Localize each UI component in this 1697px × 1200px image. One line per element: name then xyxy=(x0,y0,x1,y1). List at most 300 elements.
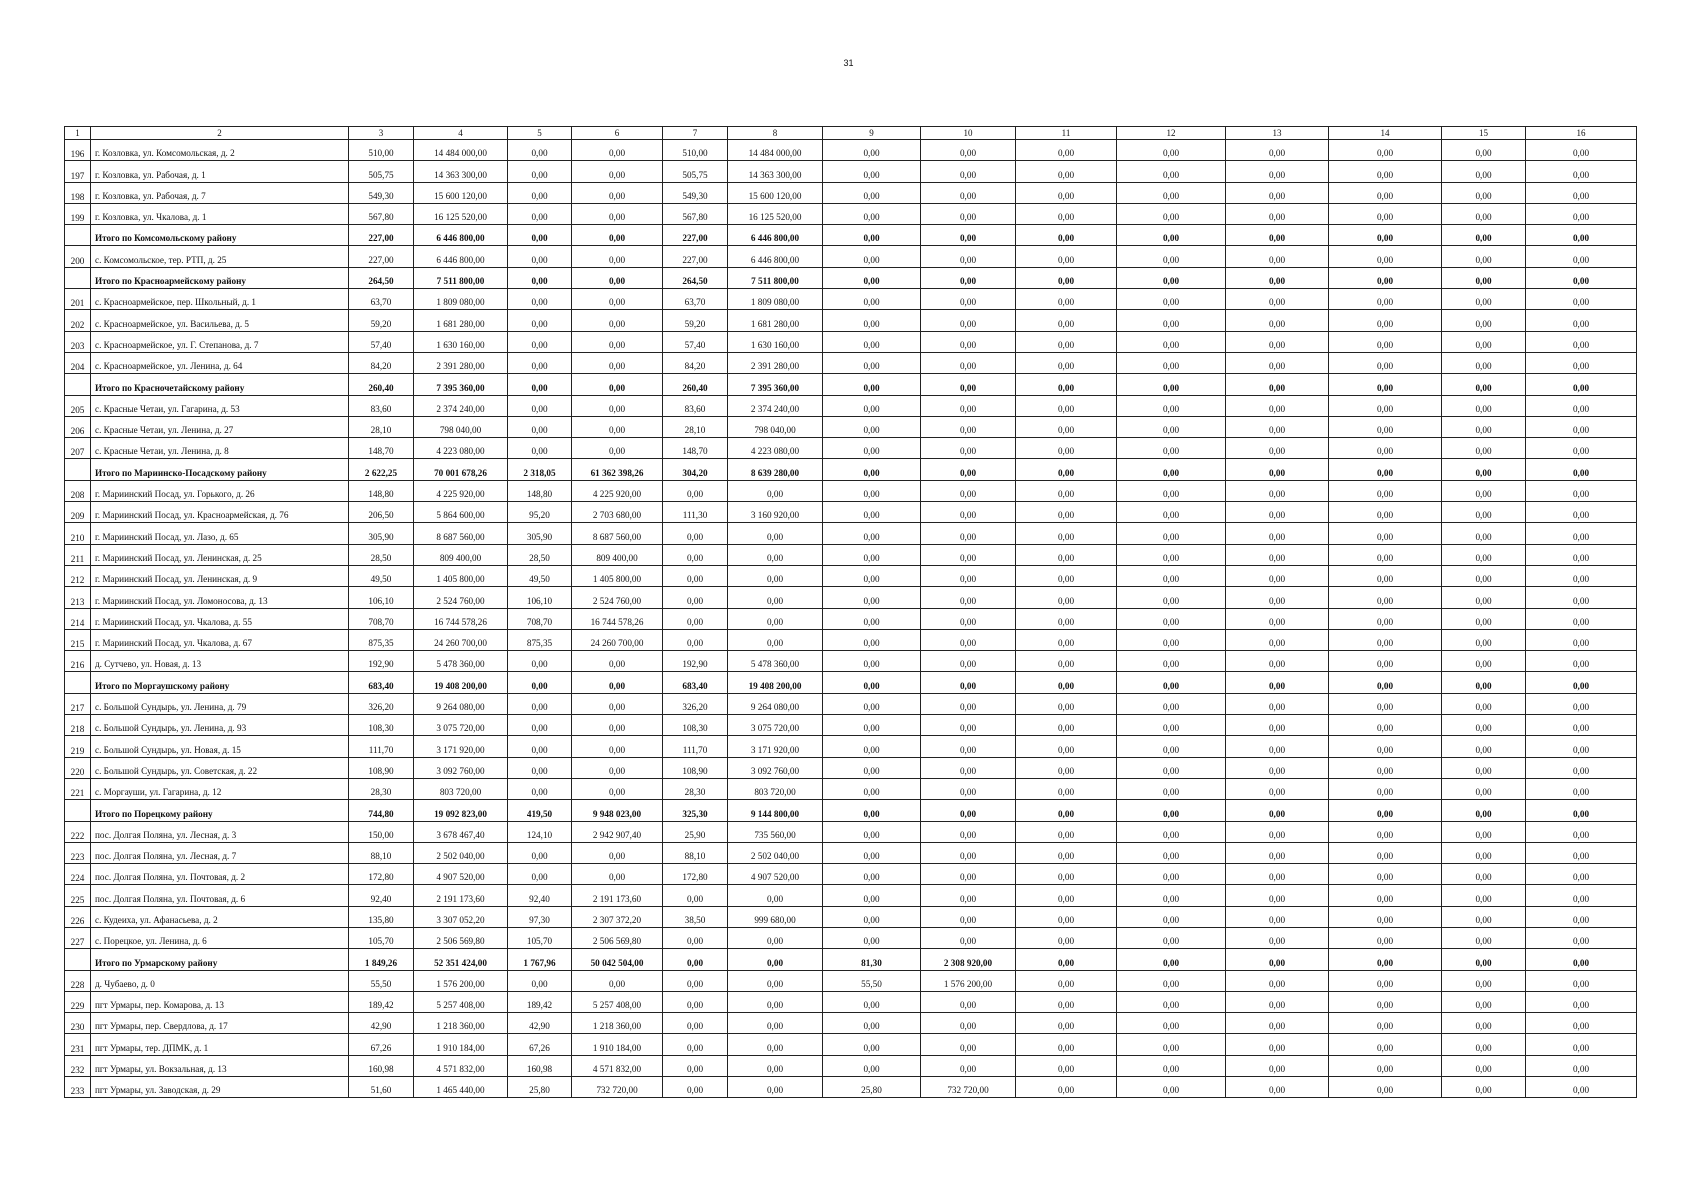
value-cell: 0,00 xyxy=(823,842,921,863)
value-cell: 0,00 xyxy=(1117,161,1226,182)
value-cell: 1 405 800,00 xyxy=(414,565,508,586)
value-cell: 3 678 467,40 xyxy=(414,821,508,842)
value-cell: 0,00 xyxy=(1442,544,1526,565)
value-cell: 0,00 xyxy=(823,502,921,523)
value-cell: 0,00 xyxy=(823,225,921,246)
value-cell: 0,00 xyxy=(1329,544,1442,565)
value-cell: 192,90 xyxy=(663,651,728,672)
value-cell: 264,50 xyxy=(349,267,414,288)
value-cell: 0,00 xyxy=(1329,906,1442,927)
value-cell: 0,00 xyxy=(1526,715,1637,736)
value-cell: 0,00 xyxy=(1226,949,1329,970)
value-cell: 0,00 xyxy=(921,438,1016,459)
table-row xyxy=(65,970,1637,991)
value-cell: 0,00 xyxy=(1117,459,1226,480)
value-cell: 0,00 xyxy=(921,523,1016,544)
value-cell: 0,00 xyxy=(921,140,1016,161)
value-cell: 419,50 xyxy=(508,800,572,821)
value-cell: 0,00 xyxy=(823,289,921,310)
value-cell: 0,00 xyxy=(1329,736,1442,757)
value-cell: 0,00 xyxy=(728,1013,823,1034)
value-cell: 0,00 xyxy=(1226,991,1329,1012)
value-cell: 5 478 360,00 xyxy=(414,651,508,672)
value-cell: 0,00 xyxy=(921,416,1016,437)
value-cell: 0,00 xyxy=(1526,800,1637,821)
value-cell: 0,00 xyxy=(572,203,663,224)
value-cell: 0,00 xyxy=(1117,715,1226,736)
value-cell: 0,00 xyxy=(1526,225,1637,246)
value-cell: 0,00 xyxy=(663,565,728,586)
value-cell: 14 484 000,00 xyxy=(414,140,508,161)
value-cell: 0,00 xyxy=(1226,1013,1329,1034)
row-number-cell xyxy=(65,459,91,480)
subtotal-label-cell: Итого по Моргаушскому району xyxy=(91,672,349,693)
value-cell: 0,00 xyxy=(921,927,1016,948)
table-row xyxy=(65,1055,1637,1076)
value-cell: 0,00 xyxy=(1329,927,1442,948)
value-cell: 0,00 xyxy=(823,331,921,352)
column-header: 15 xyxy=(1442,127,1526,140)
value-cell: 0,00 xyxy=(572,715,663,736)
table-row xyxy=(65,927,1637,948)
value-cell: 510,00 xyxy=(663,140,728,161)
value-cell: 0,00 xyxy=(823,885,921,906)
row-number-cell: 209 xyxy=(65,502,91,523)
address-cell: г. Козловка, ул. Комсомольская, д. 2 xyxy=(91,140,349,161)
table-row xyxy=(65,693,1637,714)
value-cell: 0,00 xyxy=(508,374,572,395)
value-cell: 111,70 xyxy=(349,736,414,757)
value-cell: 172,80 xyxy=(663,864,728,885)
value-cell: 0,00 xyxy=(508,225,572,246)
value-cell: 2 308 920,00 xyxy=(921,949,1016,970)
value-cell: 5 864 600,00 xyxy=(414,502,508,523)
value-cell: 0,00 xyxy=(1117,544,1226,565)
value-cell: 227,00 xyxy=(663,225,728,246)
value-cell: 88,10 xyxy=(349,842,414,863)
value-cell: 172,80 xyxy=(349,864,414,885)
value-cell: 0,00 xyxy=(823,906,921,927)
value-cell: 0,00 xyxy=(1442,140,1526,161)
value-cell: 0,00 xyxy=(728,1077,823,1098)
value-cell: 0,00 xyxy=(508,161,572,182)
value-cell: 0,00 xyxy=(508,693,572,714)
value-cell: 0,00 xyxy=(1016,651,1117,672)
value-cell: 0,00 xyxy=(1016,480,1117,501)
value-cell: 0,00 xyxy=(1117,629,1226,650)
value-cell: 0,00 xyxy=(1526,970,1637,991)
value-cell: 4 907 520,00 xyxy=(728,864,823,885)
value-cell: 0,00 xyxy=(921,502,1016,523)
subtotal-row xyxy=(65,374,1637,395)
value-cell: 1 910 184,00 xyxy=(414,1034,508,1055)
value-cell: 2 502 040,00 xyxy=(728,842,823,863)
value-cell: 1 576 200,00 xyxy=(414,970,508,991)
value-cell: 0,00 xyxy=(1442,821,1526,842)
address-cell: с. Порецкое, ул. Ленина, д. 6 xyxy=(91,927,349,948)
subtotal-label-cell: Итого по Порецкому району xyxy=(91,800,349,821)
value-cell: 0,00 xyxy=(508,672,572,693)
value-cell: 0,00 xyxy=(1016,331,1117,352)
value-cell: 0,00 xyxy=(921,1034,1016,1055)
value-cell: 28,10 xyxy=(663,416,728,437)
value-cell: 97,30 xyxy=(508,906,572,927)
value-cell: 505,75 xyxy=(349,161,414,182)
value-cell: 0,00 xyxy=(823,416,921,437)
value-cell: 1 465 440,00 xyxy=(414,1077,508,1098)
value-cell: 4 571 832,00 xyxy=(414,1055,508,1076)
address-cell: пгт Урмары, пер. Свердлова, д. 17 xyxy=(91,1013,349,1034)
value-cell: 0,00 xyxy=(1526,842,1637,863)
address-cell: с. Красноармейское, ул. Васильева, д. 5 xyxy=(91,310,349,331)
value-cell: 0,00 xyxy=(921,885,1016,906)
row-number-cell: 219 xyxy=(65,736,91,757)
row-number-cell xyxy=(65,225,91,246)
value-cell: 0,00 xyxy=(1226,438,1329,459)
value-cell: 0,00 xyxy=(1329,800,1442,821)
value-cell: 7 395 360,00 xyxy=(414,374,508,395)
value-cell: 14 484 000,00 xyxy=(728,140,823,161)
value-cell: 0,00 xyxy=(1329,864,1442,885)
value-cell: 14 363 300,00 xyxy=(414,161,508,182)
column-header: 11 xyxy=(1016,127,1117,140)
value-cell: 0,00 xyxy=(1442,502,1526,523)
value-cell: 0,00 xyxy=(823,715,921,736)
value-cell: 135,80 xyxy=(349,906,414,927)
value-cell: 0,00 xyxy=(921,182,1016,203)
row-number-cell: 228 xyxy=(65,970,91,991)
value-cell: 0,00 xyxy=(1526,821,1637,842)
value-cell: 0,00 xyxy=(1526,693,1637,714)
value-cell: 95,20 xyxy=(508,502,572,523)
address-cell: г. Мариинский Посад, ул. Чкалова, д. 67 xyxy=(91,629,349,650)
value-cell: 0,00 xyxy=(921,906,1016,927)
row-number-cell: 214 xyxy=(65,608,91,629)
value-cell: 0,00 xyxy=(1226,629,1329,650)
value-cell: 0,00 xyxy=(823,864,921,885)
value-cell: 189,42 xyxy=(508,991,572,1012)
value-cell: 1 630 160,00 xyxy=(414,331,508,352)
value-cell: 803 720,00 xyxy=(414,778,508,799)
value-cell: 2 191 173,60 xyxy=(414,885,508,906)
value-cell: 9 264 080,00 xyxy=(728,693,823,714)
value-cell: 0,00 xyxy=(1117,267,1226,288)
value-cell: 63,70 xyxy=(349,289,414,310)
value-cell: 0,00 xyxy=(1442,225,1526,246)
value-cell: 0,00 xyxy=(508,352,572,373)
value-cell: 0,00 xyxy=(1442,161,1526,182)
value-cell: 0,00 xyxy=(1526,352,1637,373)
table-header-row xyxy=(65,127,1637,140)
value-cell: 0,00 xyxy=(823,310,921,331)
value-cell: 0,00 xyxy=(921,544,1016,565)
row-number-cell: 203 xyxy=(65,331,91,352)
value-cell: 0,00 xyxy=(823,140,921,161)
value-cell: 0,00 xyxy=(1442,203,1526,224)
column-header: 7 xyxy=(663,127,728,140)
value-cell: 0,00 xyxy=(1526,608,1637,629)
table-row xyxy=(65,651,1637,672)
column-header: 13 xyxy=(1226,127,1329,140)
value-cell: 0,00 xyxy=(1526,310,1637,331)
value-cell: 2 391 280,00 xyxy=(414,352,508,373)
value-cell: 0,00 xyxy=(1329,565,1442,586)
value-cell: 0,00 xyxy=(921,459,1016,480)
value-cell: 0,00 xyxy=(1226,289,1329,310)
value-cell: 0,00 xyxy=(1442,1077,1526,1098)
value-cell: 0,00 xyxy=(1329,693,1442,714)
value-cell: 5 478 360,00 xyxy=(728,651,823,672)
value-cell: 9 144 800,00 xyxy=(728,800,823,821)
value-cell: 0,00 xyxy=(663,927,728,948)
value-cell: 0,00 xyxy=(1329,459,1442,480)
row-number-cell: 232 xyxy=(65,1055,91,1076)
value-cell: 0,00 xyxy=(1016,310,1117,331)
value-cell: 0,00 xyxy=(508,416,572,437)
row-number-cell: 199 xyxy=(65,203,91,224)
row-number-cell: 220 xyxy=(65,757,91,778)
value-cell: 0,00 xyxy=(1329,225,1442,246)
value-cell: 305,90 xyxy=(508,523,572,544)
value-cell: 8 639 280,00 xyxy=(728,459,823,480)
value-cell: 0,00 xyxy=(1329,949,1442,970)
value-cell: 92,40 xyxy=(508,885,572,906)
table-row xyxy=(65,587,1637,608)
value-cell: 0,00 xyxy=(1329,1034,1442,1055)
value-cell: 0,00 xyxy=(1329,715,1442,736)
value-cell: 0,00 xyxy=(1442,310,1526,331)
value-cell: 1 405 800,00 xyxy=(572,565,663,586)
value-cell: 92,40 xyxy=(349,885,414,906)
value-cell: 683,40 xyxy=(663,672,728,693)
value-cell: 0,00 xyxy=(663,991,728,1012)
value-cell: 28,30 xyxy=(663,778,728,799)
value-cell: 0,00 xyxy=(823,608,921,629)
value-cell: 0,00 xyxy=(1226,906,1329,927)
value-cell: 0,00 xyxy=(1226,864,1329,885)
table-row xyxy=(65,310,1637,331)
value-cell: 0,00 xyxy=(921,757,1016,778)
value-cell: 0,00 xyxy=(1226,161,1329,182)
value-cell: 0,00 xyxy=(1016,906,1117,927)
value-cell: 70 001 678,26 xyxy=(414,459,508,480)
value-cell: 0,00 xyxy=(1226,693,1329,714)
value-cell: 28,50 xyxy=(508,544,572,565)
value-cell: 2 374 240,00 xyxy=(414,395,508,416)
row-number-cell: 221 xyxy=(65,778,91,799)
value-cell: 24 260 700,00 xyxy=(572,629,663,650)
table-row xyxy=(65,480,1637,501)
row-number-cell xyxy=(65,267,91,288)
value-cell: 0,00 xyxy=(1016,267,1117,288)
row-number-cell: 218 xyxy=(65,715,91,736)
value-cell: 0,00 xyxy=(1329,1055,1442,1076)
value-cell: 1 809 080,00 xyxy=(728,289,823,310)
value-cell: 55,50 xyxy=(823,970,921,991)
value-cell: 0,00 xyxy=(1526,1055,1637,1076)
value-cell: 0,00 xyxy=(728,480,823,501)
value-cell: 0,00 xyxy=(1117,480,1226,501)
value-cell: 0,00 xyxy=(1117,395,1226,416)
value-cell: 0,00 xyxy=(1117,608,1226,629)
value-cell: 0,00 xyxy=(572,374,663,395)
value-cell: 19 408 200,00 xyxy=(728,672,823,693)
value-cell: 0,00 xyxy=(1016,927,1117,948)
value-cell: 160,98 xyxy=(349,1055,414,1076)
value-cell: 25,90 xyxy=(663,821,728,842)
value-cell: 50 042 504,00 xyxy=(572,949,663,970)
value-cell: 15 600 120,00 xyxy=(414,182,508,203)
value-cell: 0,00 xyxy=(663,523,728,544)
subtotal-row xyxy=(65,949,1637,970)
value-cell: 0,00 xyxy=(1117,927,1226,948)
value-cell: 0,00 xyxy=(1226,140,1329,161)
address-cell: с. Красноармейское, пер. Школьный, д. 1 xyxy=(91,289,349,310)
value-cell: 0,00 xyxy=(1329,203,1442,224)
value-cell: 0,00 xyxy=(921,1055,1016,1076)
value-cell: 3 092 760,00 xyxy=(414,757,508,778)
value-cell: 106,10 xyxy=(508,587,572,608)
value-cell: 0,00 xyxy=(1226,267,1329,288)
table-row xyxy=(65,821,1637,842)
value-cell: 0,00 xyxy=(1526,267,1637,288)
value-cell: 0,00 xyxy=(572,395,663,416)
value-cell: 0,00 xyxy=(1442,651,1526,672)
value-cell: 0,00 xyxy=(1329,352,1442,373)
address-cell: с. Красные Четаи, ул. Ленина, д. 27 xyxy=(91,416,349,437)
address-cell: г. Мариинский Посад, ул. Лазо, д. 65 xyxy=(91,523,349,544)
row-number-cell: 208 xyxy=(65,480,91,501)
address-cell: пос. Долгая Поляна, ул. Лесная, д. 3 xyxy=(91,821,349,842)
value-cell: 0,00 xyxy=(728,565,823,586)
address-cell: г. Козловка, ул. Рабочая, д. 1 xyxy=(91,161,349,182)
value-cell: 0,00 xyxy=(1442,693,1526,714)
value-cell: 148,80 xyxy=(508,480,572,501)
value-cell: 0,00 xyxy=(1329,1013,1442,1034)
value-cell: 0,00 xyxy=(1442,523,1526,544)
value-cell: 0,00 xyxy=(921,991,1016,1012)
value-cell: 510,00 xyxy=(349,140,414,161)
value-cell: 0,00 xyxy=(823,438,921,459)
value-cell: 0,00 xyxy=(1526,565,1637,586)
value-cell: 0,00 xyxy=(1442,736,1526,757)
value-cell: 7 511 800,00 xyxy=(728,267,823,288)
value-cell: 0,00 xyxy=(1016,352,1117,373)
value-cell: 2 307 372,20 xyxy=(572,906,663,927)
value-cell: 0,00 xyxy=(921,225,1016,246)
value-cell: 0,00 xyxy=(508,970,572,991)
row-number-cell: 207 xyxy=(65,438,91,459)
value-cell: 0,00 xyxy=(921,693,1016,714)
value-cell: 38,50 xyxy=(663,906,728,927)
value-cell: 1 218 360,00 xyxy=(414,1013,508,1034)
value-cell: 0,00 xyxy=(508,182,572,203)
value-cell: 0,00 xyxy=(1117,289,1226,310)
subtotal-row xyxy=(65,225,1637,246)
table-row xyxy=(65,565,1637,586)
value-cell: 0,00 xyxy=(1442,459,1526,480)
row-number-cell xyxy=(65,374,91,395)
value-cell: 0,00 xyxy=(1442,246,1526,267)
value-cell: 0,00 xyxy=(1526,949,1637,970)
value-cell: 59,20 xyxy=(663,310,728,331)
value-cell: 0,00 xyxy=(1329,842,1442,863)
value-cell: 260,40 xyxy=(663,374,728,395)
value-cell: 0,00 xyxy=(1526,161,1637,182)
table-row xyxy=(65,161,1637,182)
value-cell: 0,00 xyxy=(572,693,663,714)
value-cell: 0,00 xyxy=(728,608,823,629)
value-cell: 0,00 xyxy=(1442,949,1526,970)
value-cell: 0,00 xyxy=(572,161,663,182)
value-cell: 0,00 xyxy=(1442,416,1526,437)
value-cell: 798 040,00 xyxy=(728,416,823,437)
value-cell: 0,00 xyxy=(1526,246,1637,267)
value-cell: 0,00 xyxy=(1442,267,1526,288)
value-cell: 0,00 xyxy=(921,800,1016,821)
value-cell: 0,00 xyxy=(572,182,663,203)
value-cell: 0,00 xyxy=(1329,267,1442,288)
value-cell: 6 446 800,00 xyxy=(414,225,508,246)
value-cell: 0,00 xyxy=(823,587,921,608)
row-number-cell: 197 xyxy=(65,161,91,182)
value-cell: 2 506 569,80 xyxy=(414,927,508,948)
value-cell: 7 511 800,00 xyxy=(414,267,508,288)
row-number-cell: 227 xyxy=(65,927,91,948)
address-cell: с. Большой Сундырь, ул. Советская, д. 22 xyxy=(91,757,349,778)
value-cell: 0,00 xyxy=(1226,927,1329,948)
value-cell: 0,00 xyxy=(921,629,1016,650)
value-cell: 0,00 xyxy=(1526,757,1637,778)
address-cell: г. Мариинский Посад, ул. Ленинская, д. 9 xyxy=(91,565,349,586)
value-cell: 0,00 xyxy=(921,352,1016,373)
value-cell: 0,00 xyxy=(1442,864,1526,885)
table-row xyxy=(65,778,1637,799)
value-cell: 0,00 xyxy=(823,161,921,182)
value-cell: 708,70 xyxy=(508,608,572,629)
value-cell: 160,98 xyxy=(508,1055,572,1076)
value-cell: 549,30 xyxy=(349,182,414,203)
value-cell: 0,00 xyxy=(508,651,572,672)
row-number-cell: 204 xyxy=(65,352,91,373)
value-cell: 6 446 800,00 xyxy=(728,225,823,246)
value-cell: 0,00 xyxy=(1117,800,1226,821)
value-cell: 0,00 xyxy=(1117,864,1226,885)
page-number: 31 xyxy=(843,58,854,68)
value-cell: 108,90 xyxy=(663,757,728,778)
value-cell: 2 703 680,00 xyxy=(572,502,663,523)
value-cell: 0,00 xyxy=(1526,140,1637,161)
value-cell: 0,00 xyxy=(508,757,572,778)
value-cell: 0,00 xyxy=(1329,523,1442,544)
value-cell: 0,00 xyxy=(921,289,1016,310)
value-cell: 0,00 xyxy=(1117,1055,1226,1076)
value-cell: 0,00 xyxy=(1016,821,1117,842)
value-cell: 0,00 xyxy=(823,693,921,714)
value-cell: 0,00 xyxy=(508,203,572,224)
row-number-cell: 198 xyxy=(65,182,91,203)
table-row xyxy=(65,140,1637,161)
value-cell: 0,00 xyxy=(663,587,728,608)
column-header: 10 xyxy=(921,127,1016,140)
value-cell: 0,00 xyxy=(1226,225,1329,246)
value-cell: 0,00 xyxy=(728,544,823,565)
subtotal-label-cell: Итого по Мариинско-Посадскому району xyxy=(91,459,349,480)
row-number-cell xyxy=(65,672,91,693)
value-cell: 6 446 800,00 xyxy=(414,246,508,267)
value-cell: 0,00 xyxy=(1117,246,1226,267)
value-cell: 0,00 xyxy=(1526,416,1637,437)
